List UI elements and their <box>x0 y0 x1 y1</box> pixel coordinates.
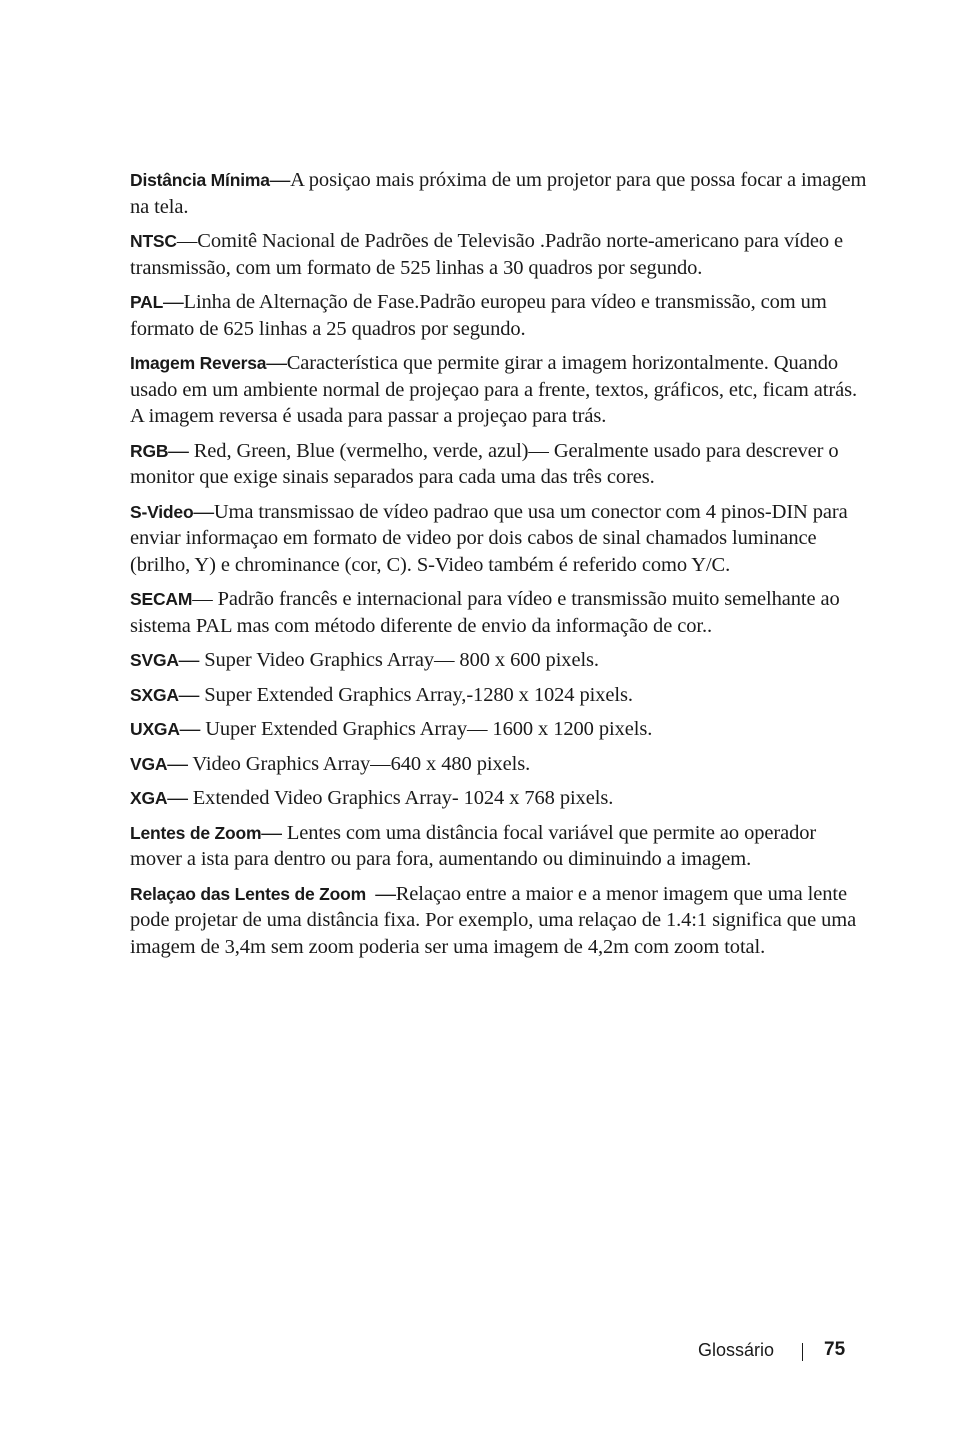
term-separator: — <box>178 683 200 706</box>
glossary-term: NTSC <box>130 231 177 251</box>
glossary-entry <box>130 350 870 430</box>
glossary-term: Lentes de Zoom <box>130 822 262 843</box>
glossary-term: PAL <box>130 292 164 312</box>
page-footer <box>690 1339 850 1365</box>
glossary-entry <box>130 228 870 281</box>
glossary-entry <box>130 167 870 220</box>
glossary-term: SXGA <box>130 684 179 705</box>
term-separator: — <box>266 352 287 374</box>
term-separator: — <box>261 821 282 844</box>
glossary-entry <box>130 820 870 873</box>
glossary-term: Distância Mínima <box>130 170 270 190</box>
glossary-entry <box>130 682 870 709</box>
glossary-entry <box>130 499 870 579</box>
glossary-term: SVGA <box>130 650 179 670</box>
glossary-entry <box>130 751 870 778</box>
term-separator: — <box>163 291 184 313</box>
glossary-entry <box>130 716 870 743</box>
glossary-definition: —Comitê Nacional de Padrões de Televisão .Padrão norte-americano para vídeo e transmissão, com um formato de 525 linhas a 30 quadros por segundo. <box>130 230 844 279</box>
glossary-definition: Video Graphics Array—640 x 480 pixels. <box>187 752 531 775</box>
glossary-entry <box>130 586 870 639</box>
footer-divider <box>802 1343 803 1361</box>
glossary-definition: Lentes com uma distância focal variável que permite ao operador mover a ista para dentro ou para fora, aumentando ou diminuindo a imagem. <box>130 821 817 870</box>
glossary-term: SECAM <box>130 589 193 609</box>
term-separator: — <box>167 752 188 775</box>
glossary-definition: Red, Green, Blue (vermelho, verde, azul)— Geralmente usado para descrever o monitor que exige sinais separados para cada uma das três cores. <box>130 439 839 488</box>
term-separator: — <box>269 169 291 191</box>
glossary-definition: Extended Video Graphics Array- 1024 x 768 pixels. <box>187 787 614 809</box>
glossary-term: RGB <box>130 440 169 461</box>
term-separator: — <box>168 439 189 462</box>
page-number: 75 <box>824 1339 846 1360</box>
glossary-definition: Super Extended Graphics Array,-1280 x 1024 pixels. <box>199 683 633 706</box>
glossary-term: UXGA <box>130 719 180 739</box>
section-name: Glossário <box>698 1340 775 1360</box>
term-separator: — <box>178 649 200 671</box>
glossary-definition: Característica que permite girar a imagem horizontalmente. Quando usado em um ambiente normal de projeçao para a frente, textos, gráficos, etc, ficam atrás. A imagem reversa é usada para passar a projeçao para trás. <box>130 352 857 427</box>
term-separator: — <box>193 500 214 523</box>
term-separator: — <box>179 718 201 740</box>
glossary-definition: — Padrão francês e internacional para vídeo e transmissão muito semelhante ao sistema PAL mas com método diferente de envio da informação de cor.. <box>130 588 840 637</box>
glossary-definition: Super Video Graphics Array— 800 x 600 pixels. <box>199 649 599 671</box>
glossary-entry <box>130 785 870 812</box>
glossary-definition: Uuper Extended Graphics Array— 1600 x 1200 pixels. <box>200 718 653 740</box>
glossary-entry <box>130 438 870 491</box>
glossary-term: Imagem Reversa <box>130 353 267 373</box>
glossary-term: VGA <box>130 753 168 774</box>
glossary-list <box>130 167 870 968</box>
glossary-definition: Linha de Alternação de Fase.Padrão europeu para vídeo e transmissão, com um formato de 625 linhas a 25 quadros por segundo. <box>130 291 827 340</box>
glossary-definition: A posiçao mais próxima de um projetor para que possa focar a imagem na tela. <box>130 169 867 218</box>
glossary-term: XGA <box>130 788 168 808</box>
glossary-entry <box>130 647 870 674</box>
glossary-term: Relaçao das Lentes de Zoom <box>130 883 376 904</box>
term-separator: — <box>375 882 396 905</box>
glossary-definition: Uma transmissao de vídeo padrao que usa um conector com 4 pinos-DIN para enviar informaçao em formato de video por dois cabos de sinal chamados luminance (brilho, Y) e chrominance (cor, C). S-Video também é referido como Y/C. <box>130 500 848 576</box>
term-separator: — <box>167 787 188 809</box>
glossary-definition: Relaçao entre a maior e a menor imagem que uma lente pode projetar de uma distância fixa. Por exemplo, uma relaçao de 1.4:1 significa que uma imagem de 3,4m sem zoom poderia ser uma imagem de 4,2m com zoom total. <box>130 882 857 958</box>
glossary-entry <box>130 289 870 342</box>
glossary-term: S-Video <box>130 501 194 522</box>
glossary-entry <box>130 881 870 961</box>
